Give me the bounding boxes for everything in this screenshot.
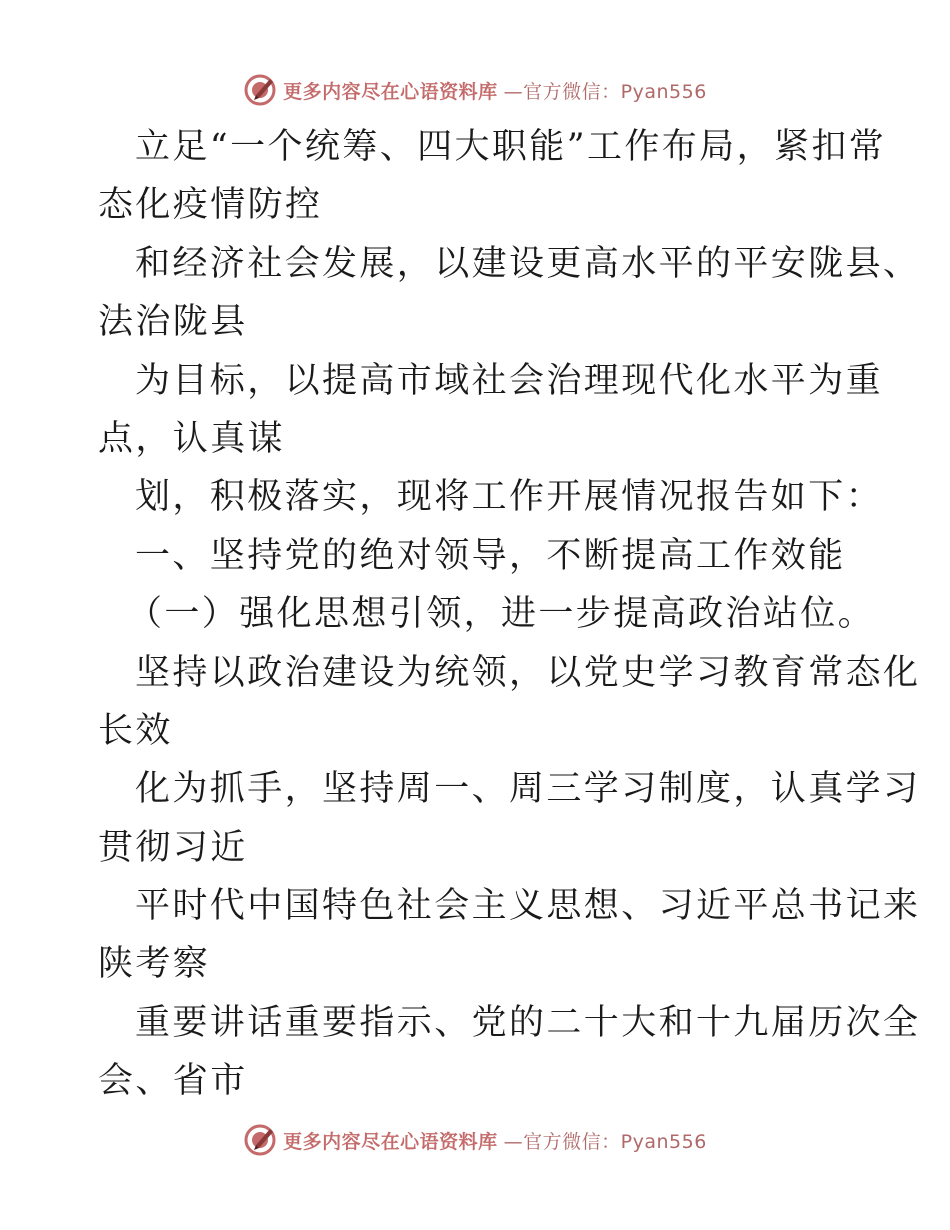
text-line: 法治陇县: [98, 302, 248, 343]
watermark-sub-text: —官方微信：Pyan556: [503, 80, 707, 103]
text-line: 态化疫情防控: [98, 185, 323, 226]
text-line: 贯彻习近: [98, 827, 248, 868]
header-watermark: [0, 70, 950, 110]
text-line: 一、坚持党的绝对领导，不断提高工作效能: [135, 535, 846, 576]
text-line: 立足“一个统筹、四大职能”工作布局，紧扣常: [135, 127, 887, 167]
text-line: 坚持以政治建设为统领，以党史学习教育常态化: [135, 652, 921, 693]
text-line: 重要讲话重要指示、党的二十大和十九届历次全: [135, 1002, 921, 1043]
text-line: 陕考察: [98, 944, 211, 985]
footer-watermark: [0, 1120, 950, 1160]
text-line: 会、省市: [98, 1061, 248, 1102]
text-line: （一）强化思想引领，进一步提高政治站位。: [127, 594, 876, 635]
text-line: 划，积极落实，现将工作开展情况报告如下：: [135, 477, 884, 518]
text-line: 点，认真谋: [98, 418, 286, 459]
text-line: 化为抓手，坚持周一、周三学习制度，认真学习: [135, 769, 921, 810]
text-line: 为目标，以提高市域社会治理现代化水平为重: [135, 360, 884, 401]
text-line: 平时代中国特色社会主义思想、习近平总书记来: [135, 886, 921, 927]
pen-logo-icon: [243, 73, 277, 107]
text-line: 长效: [98, 710, 173, 751]
document-body: [98, 118, 921, 1111]
watermark-main-text: 更多内容尽在心语资料库: [283, 80, 498, 103]
text-line: 和经济社会发展，以建设更高水平的平安陇县、: [135, 243, 921, 284]
watermark-sub-text: —官方微信：Pyan556: [503, 1130, 707, 1153]
watermark-main-text: 更多内容尽在心语资料库: [283, 1130, 498, 1153]
pen-logo-icon: [243, 1123, 277, 1157]
